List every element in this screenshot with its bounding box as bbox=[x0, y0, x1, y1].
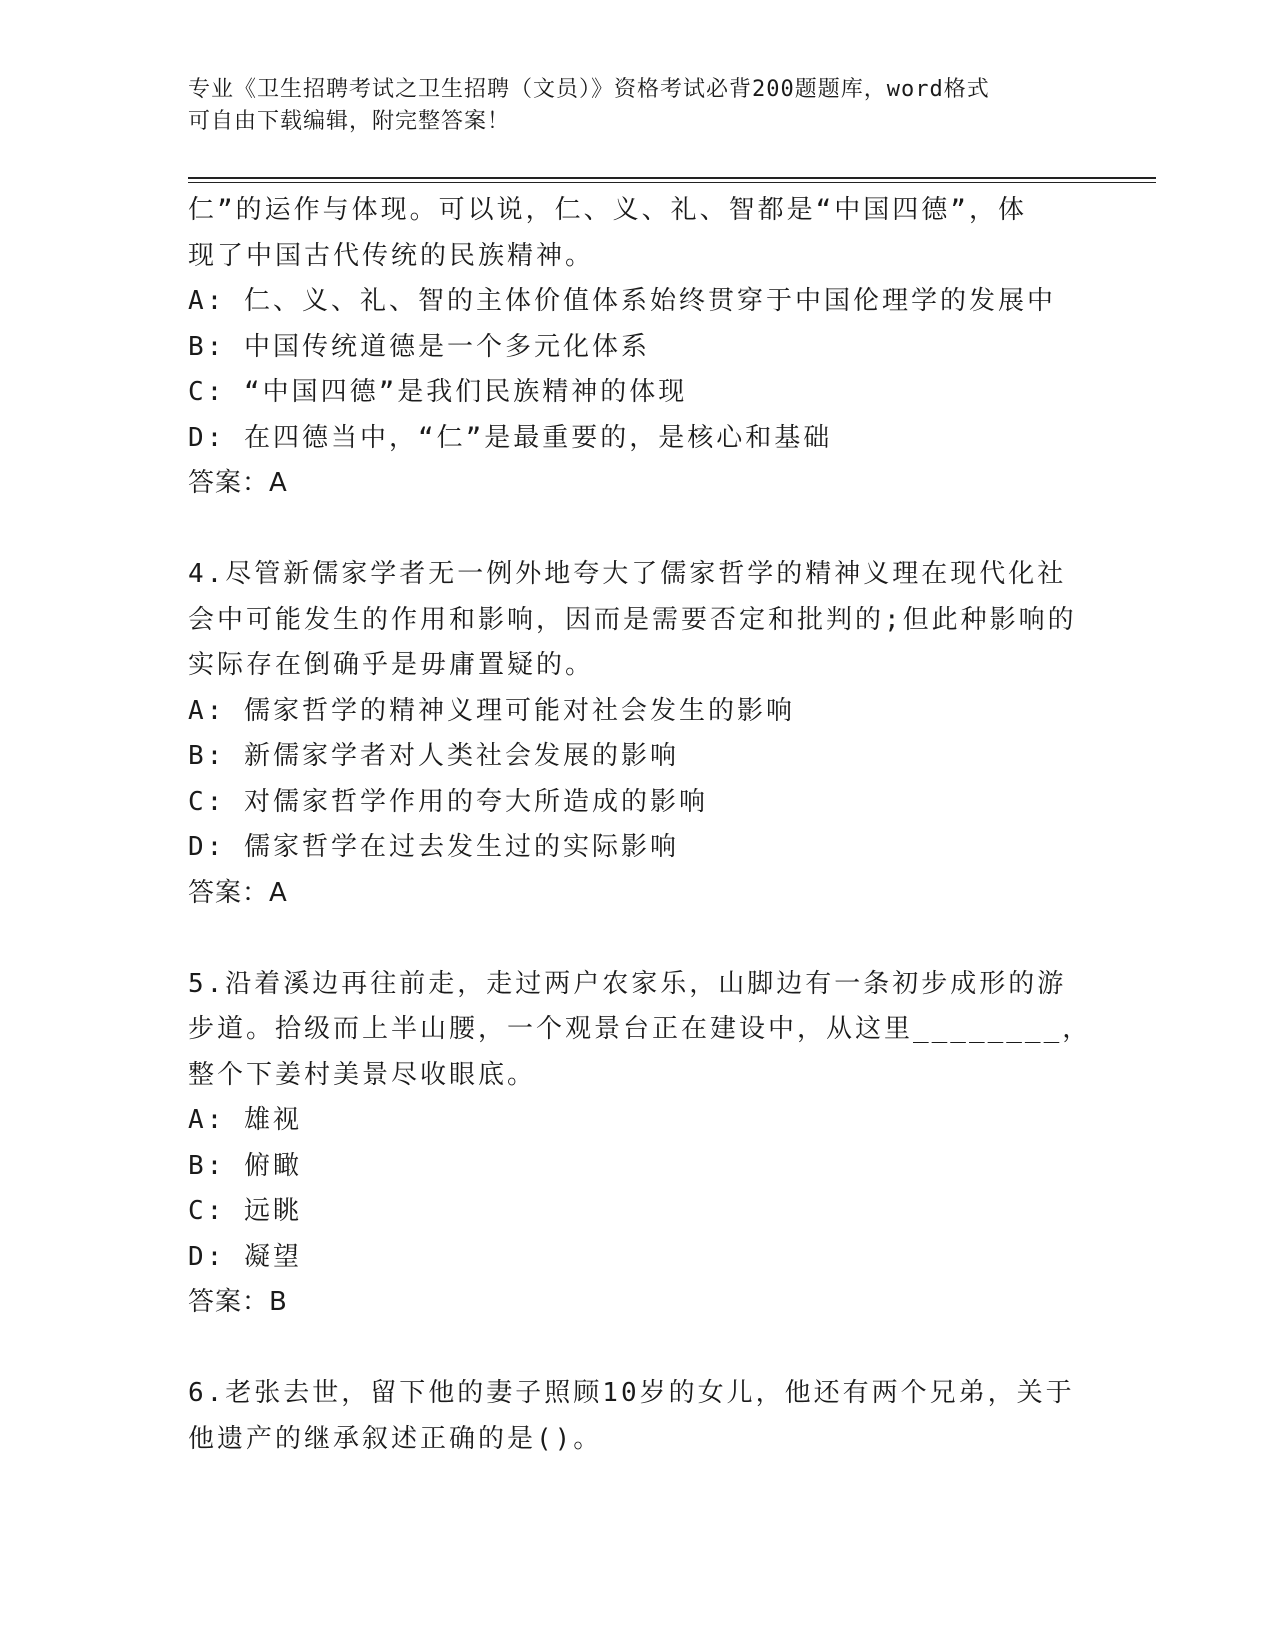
question-spacer bbox=[188, 507, 1108, 553]
option-c: C: “中国四德”是我们民族精神的体现 bbox=[188, 377, 688, 407]
question-stem-line: 5.沿着溪边再往前走，走过两户农家乐，山脚边有一条初步成形的游 bbox=[188, 968, 1067, 999]
document-header bbox=[188, 74, 1068, 138]
question-spacer bbox=[188, 916, 1108, 962]
option-b: B: 俯瞰 bbox=[188, 1150, 302, 1181]
option-a: A: 儒家哲学的精神义理可能对社会发生的影响 bbox=[188, 695, 795, 726]
question-stem-line: 实际存在倒确乎是毋庸置疑的。 bbox=[188, 650, 595, 680]
option-a: A: 雄视 bbox=[188, 1105, 302, 1135]
question-3 bbox=[188, 188, 1108, 507]
question-6 bbox=[188, 1371, 1108, 1462]
question-stem-line: 步道。拾级而上半山腰，一个观景台正在建设中，从这里________， bbox=[188, 1014, 1092, 1044]
answer-line: 答案：B bbox=[188, 1287, 288, 1317]
question-spacer bbox=[188, 1326, 1108, 1372]
question-stem-line: 6.老张去世，留下他的妻子照顾10岁的女儿，他还有两个兄弟，关于 bbox=[188, 1378, 1075, 1408]
question-stem-line: 会中可能发生的作用和影响，因而是需要否定和批判的;但此种影响的 bbox=[188, 604, 1077, 635]
question-stem-line: 他遗产的继承叙述正确的是()。 bbox=[188, 1423, 603, 1454]
option-b: B: 中国传统道德是一个多元化体系 bbox=[188, 331, 650, 362]
header-title-line-1: 专业《卫生招聘考试之卫生招聘（文员）》资格考试必背200题题库，word格式 bbox=[188, 77, 990, 102]
option-c: C: 对儒家哲学作用的夸大所造成的影响 bbox=[188, 786, 708, 817]
option-b: B: 新儒家学者对人类社会发展的影响 bbox=[188, 741, 679, 771]
question-stem-line: 4.尽管新儒家学者无一例外地夸大了儒家哲学的精神义理在现代化社 bbox=[188, 559, 1067, 589]
question-stem-line: 仁”的运作与体现。可以说，仁、义、礼、智都是“中国四德”，体 bbox=[188, 195, 1027, 225]
header-divider-thick bbox=[188, 177, 1156, 179]
option-d: D: 儒家哲学在过去发生过的实际影响 bbox=[188, 832, 679, 862]
answer-line: 答案：A bbox=[188, 877, 288, 908]
question-stem-line: 现了中国古代传统的民族精神。 bbox=[188, 240, 595, 271]
answer-line: 答案：A bbox=[188, 468, 288, 498]
option-d: D: 在四德当中，“仁”是最重要的，是核心和基础 bbox=[188, 422, 833, 453]
question-stem-line: 整个下姜村美景尽收眼底。 bbox=[188, 1059, 537, 1090]
option-c: C: 远眺 bbox=[188, 1196, 302, 1226]
header-title-line-2: 可自由下载编辑，附完整答案！ bbox=[188, 109, 511, 134]
question-4 bbox=[188, 552, 1108, 916]
option-a: A: 仁、义、礼、智的主体价值体系始终贯穿于中国伦理学的发展中 bbox=[188, 286, 1056, 316]
question-5 bbox=[188, 962, 1108, 1326]
header-divider-thin bbox=[188, 182, 1156, 183]
option-d: D: 凝望 bbox=[188, 1241, 302, 1272]
question-list bbox=[188, 188, 1108, 1462]
